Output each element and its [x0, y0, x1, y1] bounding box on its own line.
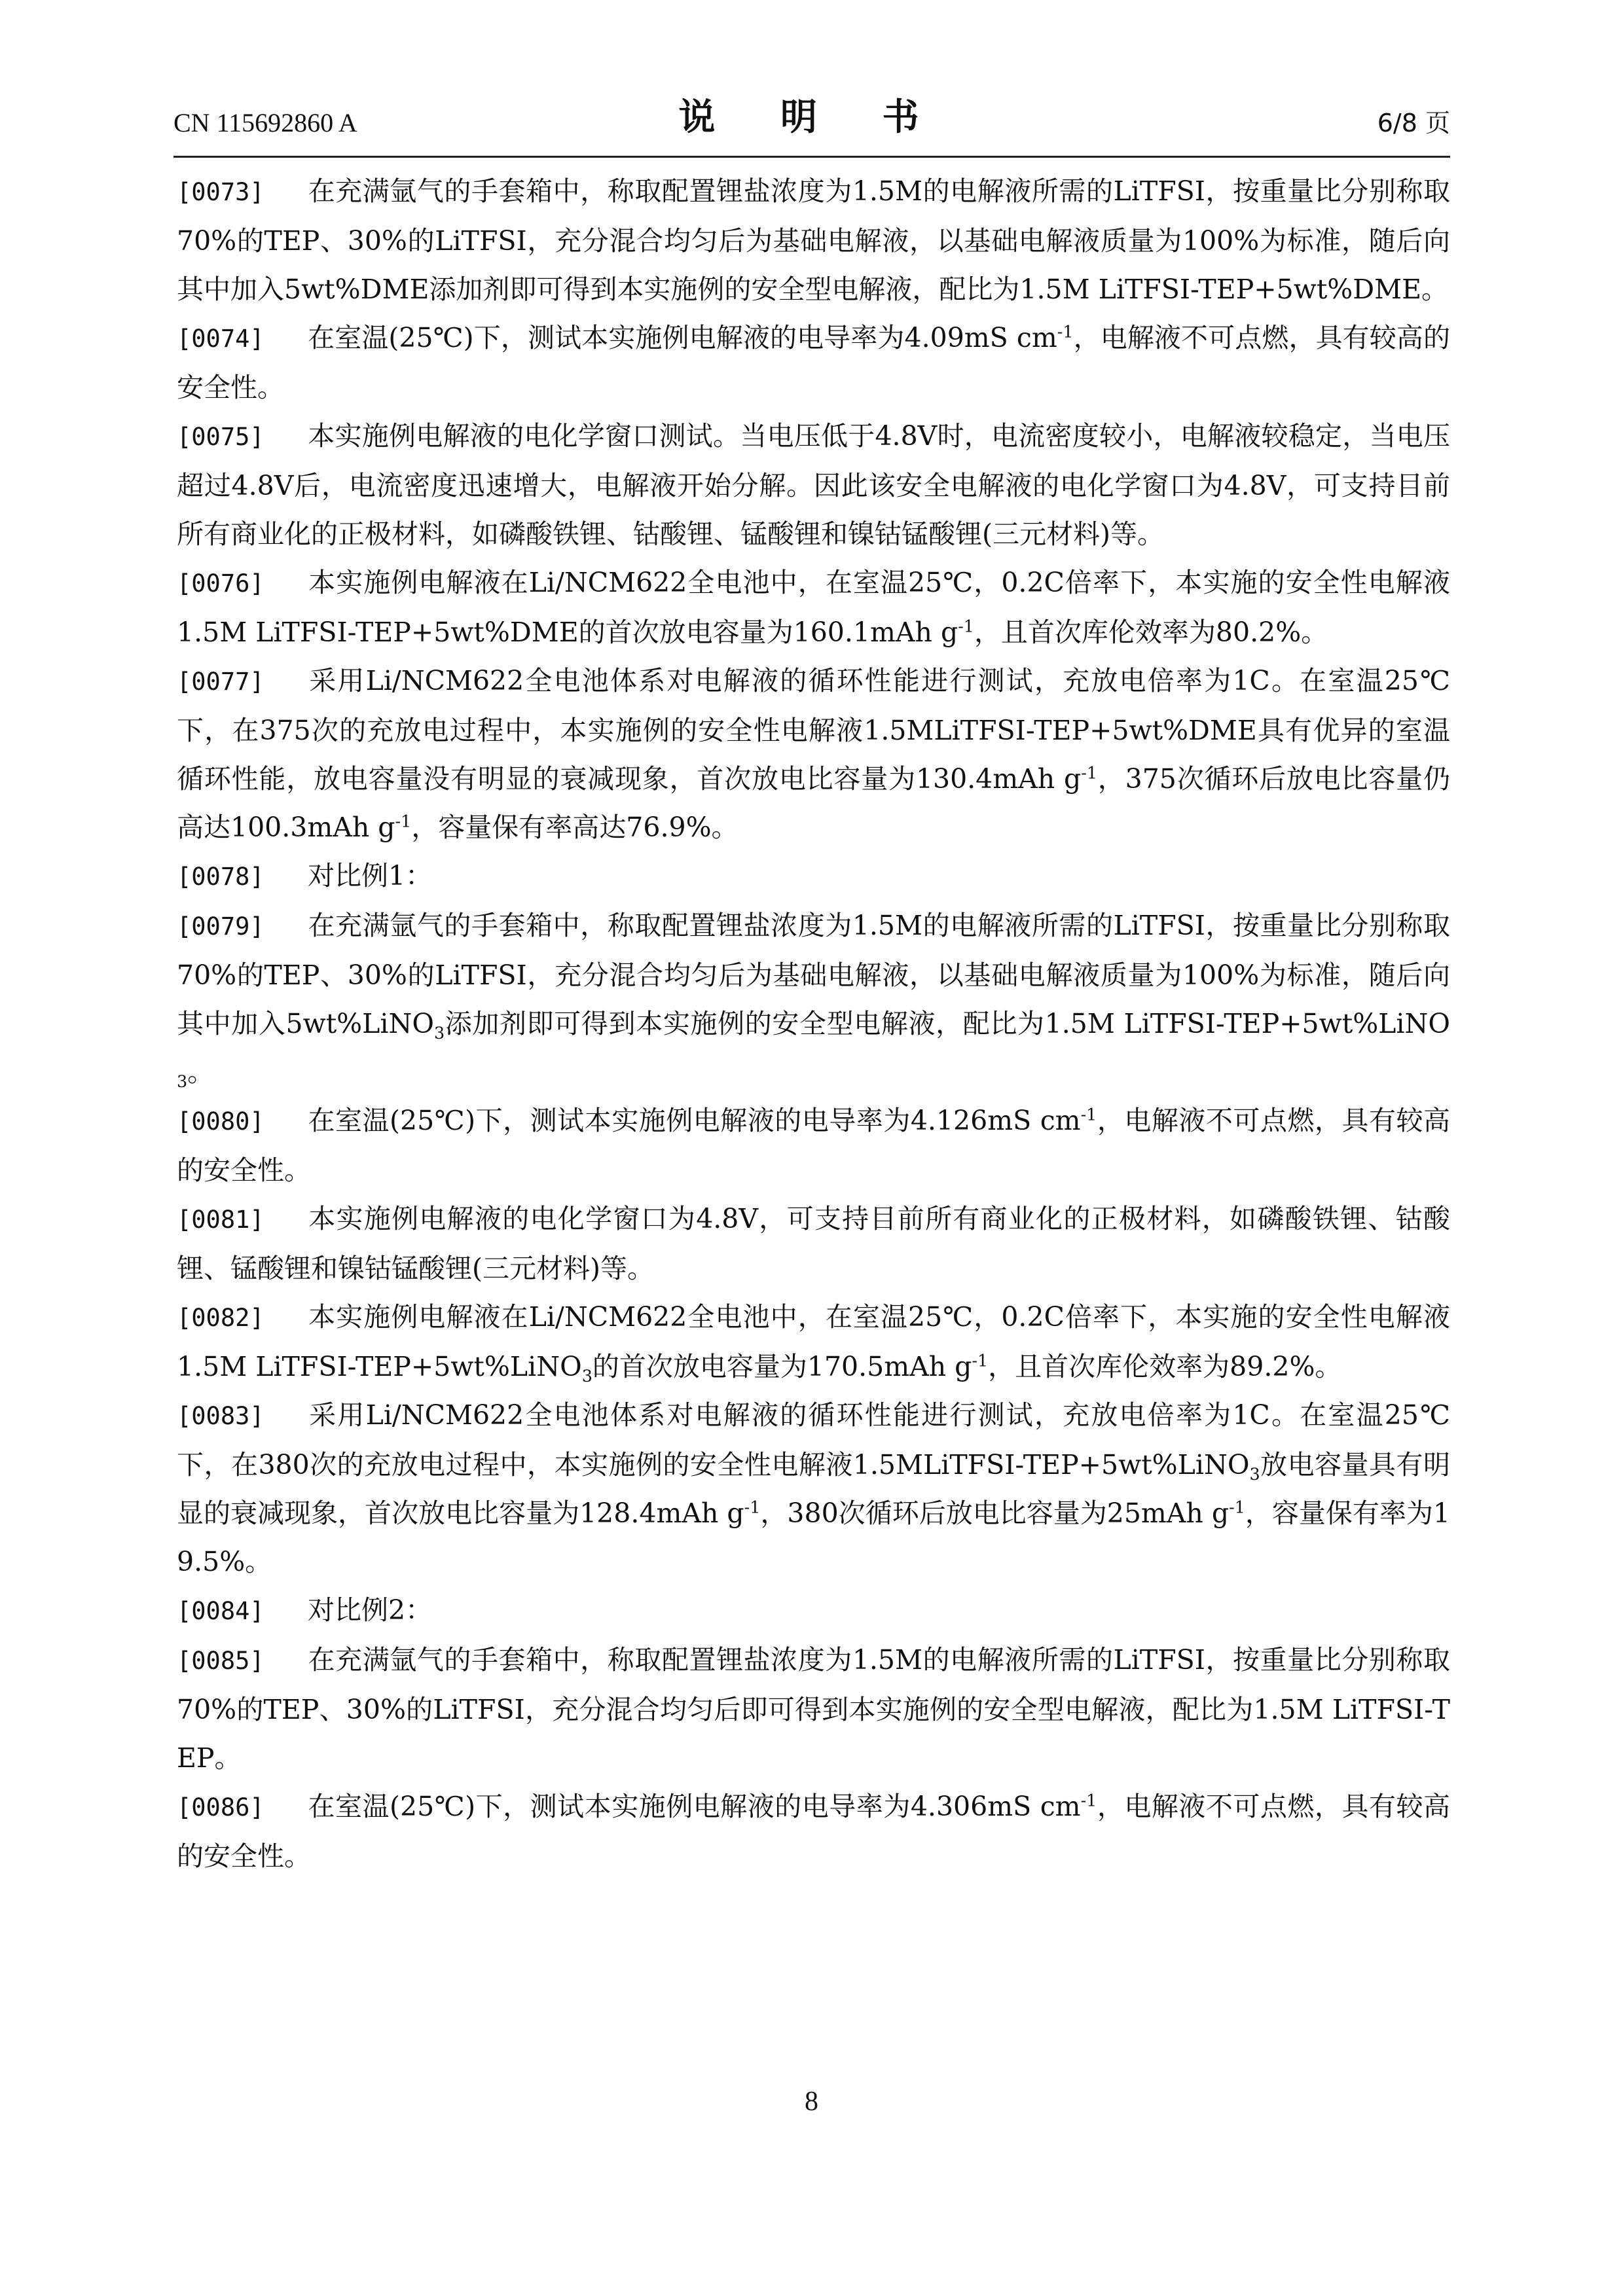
- paragraph: [177, 1293, 1450, 1391]
- document-body: [177, 167, 1450, 2065]
- paragraph-text: ，且首次库伦效率为80.2%。: [974, 617, 1328, 648]
- paragraph: [177, 412, 1450, 558]
- paragraph-text: 在充满氩气的手套箱中，称取配置锂盐浓度为1.5M的电解液所需的LiTFSI，按重量比分别称取70%的TEP、30%的LiTFSI，充分混合均匀后为基础电解液，以基础电解液质量为100%为标准，随后向其中加入5wt%LiNO: [177, 910, 1450, 1039]
- publication-number: CN 115692860 A: [173, 108, 357, 137]
- paragraph-text: ，电解液不可点燃，具有较高的安全性。: [177, 1791, 1450, 1872]
- paragraph-text: 本实施例电解液在Li/NCM622全电池中，在室温25℃，0.2C倍率下，本实施的安全性电解液1.5M LiTFSI-TEP+5wt%LiNO: [177, 1301, 1450, 1382]
- page-number: 8: [805, 2087, 818, 2117]
- paragraph-number: [0076]: [177, 569, 264, 598]
- page-label: 6/8 页: [1377, 109, 1450, 137]
- paragraph-text: ，容量保有率为19.5%。: [177, 1498, 1450, 1577]
- paragraph-text: ，375次循环后放电比容量仍高达100.3mAh g: [177, 763, 1450, 843]
- page-header: [173, 92, 1450, 157]
- paragraph-number: [0074]: [177, 325, 264, 353]
- paragraph: [177, 1096, 1450, 1194]
- superscript: -1: [1057, 321, 1074, 342]
- superscript: -1: [958, 616, 974, 636]
- paragraph-number: [0086]: [177, 1793, 264, 1821]
- paragraph-number: [0081]: [177, 1206, 264, 1234]
- paragraph-text: 对比例2：: [308, 1594, 433, 1626]
- subscript: 3: [177, 1071, 188, 1092]
- paragraph: [177, 901, 1450, 1096]
- paragraph-text: ，电解液不可点燃，具有较高的安全性。: [177, 322, 1450, 403]
- paragraph: [177, 1586, 1450, 1636]
- paragraph-text: 本实施例电解液的电化学窗口为4.8V，可支持目前所有商业化的正极材料，如磷酸铁锂、钴酸锂、锰酸锂和镍钴锰酸锂(三元材料)等。: [177, 1203, 1450, 1284]
- paragraph: [177, 1194, 1450, 1293]
- paragraph-number: [0080]: [177, 1107, 264, 1136]
- paragraph-text: 本实施例电解液在Li/NCM622全电池中，在室温25℃，0.2C倍率下，本实施的安全性电解液1.5M LiTFSI-TEP+5wt%DME的首次放电容量为160.1mAh g: [177, 567, 1450, 648]
- header-rule: [173, 156, 1450, 158]
- paragraph-text: 采用Li/NCM622全电池体系对电解液的循环性能进行测试，充放电倍率为1C。在室温25℃下，在380次的充放电过程中，本实施例的安全性电解液1.5MLiTFSI-TEP+5wt%LiNO: [177, 1399, 1450, 1480]
- paragraph: [177, 1782, 1450, 1880]
- document-title: 说 明 书: [678, 96, 945, 139]
- superscript: -1: [1080, 1790, 1097, 1810]
- paragraph-text: 本实施例电解液的电化学窗口测试。当电压低于4.8V时，电流密度较小，电解液较稳定，当电压超过4.8V后，电流密度迅速增大，电解液开始分解。因此该安全电解液的电化学窗口为4.8V，可支持目前所有商业化的正极材料，如磷酸铁锂、钴酸锂、锰酸锂和镍钴锰酸锂(三元材料)等。: [177, 420, 1450, 550]
- paragraph: [177, 558, 1450, 656]
- superscript: -1: [744, 1497, 761, 1517]
- superscript: -1: [1081, 762, 1097, 783]
- paragraph-text: 添加剂即可得到本实施例的安全型电解液，配比为1.5M LiTFSI-TEP+5wt%LiNO: [445, 1008, 1450, 1039]
- paragraph: [177, 656, 1450, 852]
- paragraph-text: ，380次循环后放电比容量为25mAh g: [760, 1498, 1230, 1529]
- paragraph: [177, 314, 1450, 412]
- paragraph-number: [0085]: [177, 1647, 264, 1675]
- paragraph-text: ，电解液不可点燃，具有较高的安全性。: [177, 1105, 1450, 1186]
- superscript: -1: [395, 811, 412, 831]
- paragraph-text: 的首次放电容量为170.5mAh g: [592, 1351, 972, 1382]
- paragraph-number: [0084]: [177, 1597, 264, 1625]
- paragraph: [177, 167, 1450, 314]
- paragraph: [177, 852, 1450, 901]
- paragraph-text: 在室温(25℃)下，测试本实施例电解液的电导率为4.126mS cm: [308, 1105, 1081, 1136]
- superscript: -1: [1229, 1497, 1245, 1517]
- superscript: -1: [972, 1350, 989, 1371]
- paragraph-text: 在室温(25℃)下，测试本实施例电解液的电导率为4.306mS cm: [308, 1791, 1081, 1822]
- subscript: 3: [581, 1366, 593, 1386]
- paragraph-number: [0078]: [177, 863, 264, 891]
- paragraph: [177, 1391, 1450, 1586]
- subscript: 3: [433, 1023, 445, 1043]
- paragraph-text: 采用Li/NCM622全电池体系对电解液的循环性能进行测试，充放电倍率为1C。在室温25℃下，在375次的充放电过程中，本实施例的安全性电解液1.5MLiTFSI-TEP+5wt%DME具有优异的室温循环性能，放电容量没有明显的衰减现象，首次放电比容量为130.4mAh g: [177, 665, 1450, 795]
- paragraph-number: [0082]: [177, 1304, 264, 1332]
- paragraph-text: 在充满氩气的手套箱中，称取配置锂盐浓度为1.5M的电解液所需的LiTFSI，按重量比分别称取70%的TEP、30%的LiTFSI，充分混合均匀后即可得到本实施例的安全型电解液，配比为1.5M LiTFSI-TEP。: [177, 1644, 1450, 1774]
- paragraph-number: [0073]: [177, 178, 264, 206]
- paragraph-text: ，容量保有率高达76.9%。: [411, 812, 739, 843]
- paragraph-text: 在室温(25℃)下，测试本实施例电解液的电导率为4.09mS cm: [308, 322, 1057, 353]
- paragraph-text: 在充满氩气的手套箱中，称取配置锂盐浓度为1.5M的电解液所需的LiTFSI，按重量比分别称取70%的TEP、30%的LiTFSI，充分混合均匀后为基础电解液，以基础电解液质量为100%为标准，随后向其中加入5wt%DME添加剂即可得到本实施例的安全型电解液，配比为1.5M LiTFSI-TEP+5wt%DME。: [177, 175, 1450, 305]
- paragraph-text: 对比例1：: [308, 860, 433, 891]
- paragraph-text: ，且首次库伦效率为89.2%。: [988, 1351, 1342, 1382]
- paragraph-number: [0077]: [177, 668, 264, 696]
- paragraph-number: [0075]: [177, 423, 264, 451]
- paragraph-text: 放电容量具有明显的衰减现象，首次放电比容量为128.4mAh g: [177, 1449, 1450, 1529]
- subscript: 3: [1249, 1464, 1260, 1484]
- superscript: -1: [1080, 1104, 1097, 1124]
- paragraph-text: 。: [187, 1056, 215, 1088]
- paragraph: [177, 1636, 1450, 1782]
- paragraph-number: [0083]: [177, 1402, 264, 1430]
- paragraph-number: [0079]: [177, 912, 264, 941]
